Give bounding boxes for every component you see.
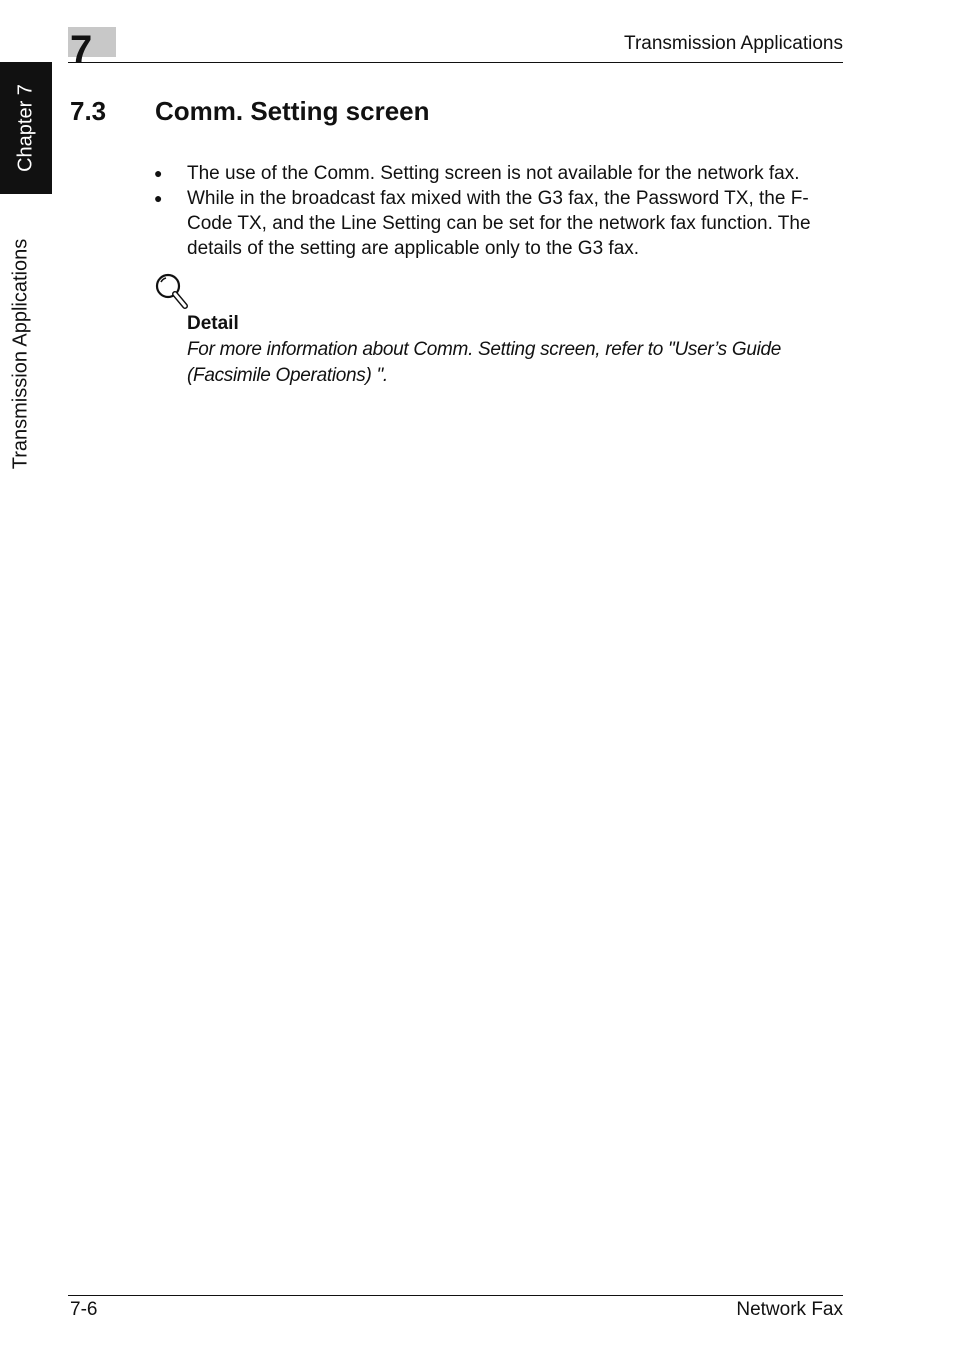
detail-text: For more information about Comm. Setting screen, refer to "User’s Guide (Facsimile Operations) ". [187, 339, 782, 386]
chapter-side-tab [0, 62, 52, 194]
section-side-label: Transmission Applications [9, 238, 32, 470]
bullet-icon: ● [154, 190, 163, 206]
chapter-number: 7 [70, 28, 93, 72]
header-divider [68, 62, 843, 63]
footer-title: Network Fax [736, 1299, 843, 1320]
note-list [150, 161, 850, 261]
page-number: 7-6 [70, 1299, 98, 1320]
chapter-side-tab-label: Chapter 7 [14, 84, 37, 172]
section-number: 7.3 [70, 96, 107, 126]
detail-heading: Detail [187, 313, 239, 334]
magnifier-icon [154, 272, 190, 310]
list-item-text: The use of the Comm. Setting screen is not available for the network fax. [187, 163, 800, 184]
section-title: Comm. Setting screen [155, 96, 430, 126]
running-header-title: Transmission Applications [624, 33, 843, 54]
list-item [150, 186, 850, 261]
footer-divider [68, 1295, 843, 1296]
list-item-text: While in the broadcast fax mixed with the G3 fax, the Password TX, the F-Code TX, and the Line Setting can be set for the network fax function. The details of the setting are applicable only to the G3 fax. [187, 188, 811, 259]
bullet-icon: ● [154, 165, 163, 181]
list-item [150, 161, 850, 186]
